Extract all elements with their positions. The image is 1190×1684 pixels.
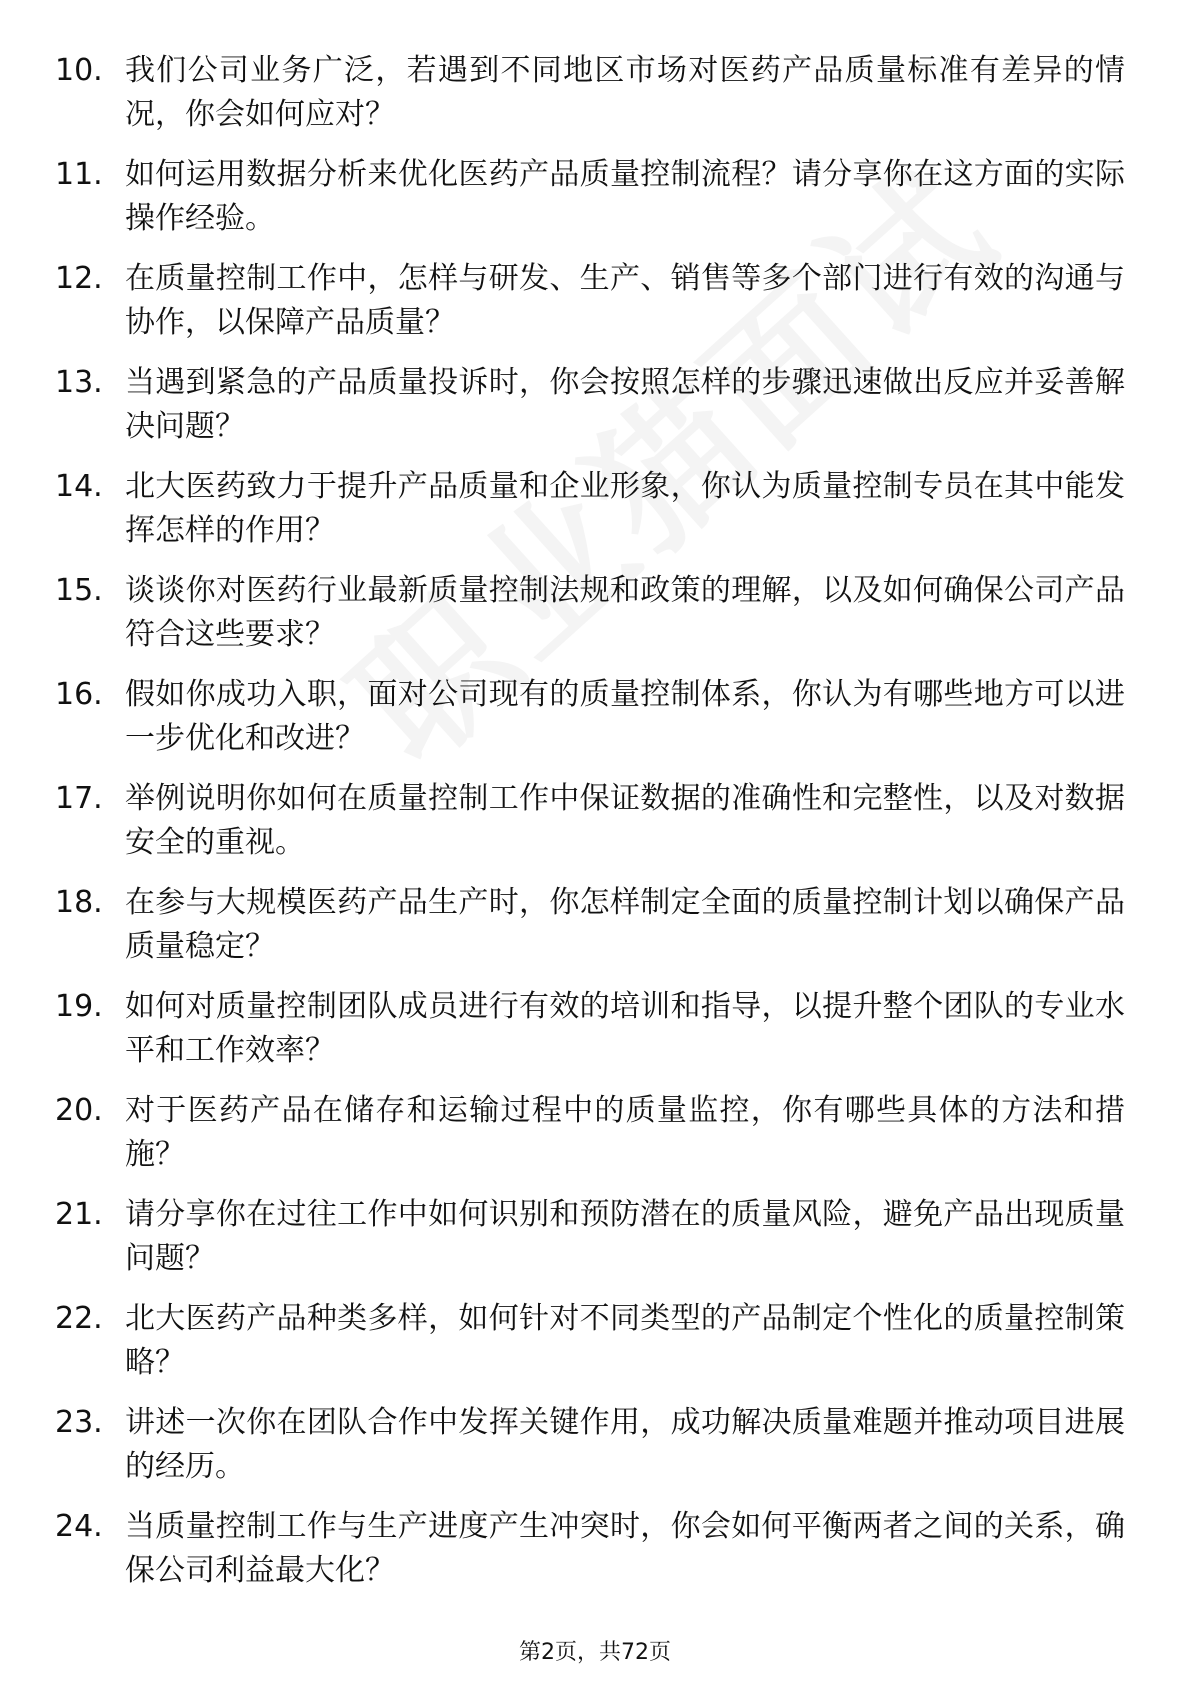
question-number: 11. (55, 157, 103, 192)
question-number: 20. (55, 1093, 103, 1128)
question-text: 北大医药致力于提升产品质量和企业形象，你认为质量控制专员在其中能发挥怎样的作用？ (125, 469, 1125, 548)
question-item (0, 881, 1190, 985)
question-item (0, 1505, 1190, 1609)
question-item (0, 257, 1190, 361)
question-text: 假如你成功入职，面对公司现有的质量控制体系，你认为有哪些地方可以进一步优化和改进？ (125, 677, 1125, 756)
question-item (0, 1089, 1190, 1193)
question-item (0, 673, 1190, 777)
question-number: 19. (55, 989, 103, 1024)
question-number: 24. (55, 1509, 103, 1544)
question-item (0, 1193, 1190, 1297)
question-text: 对于医药产品在储存和运输过程中的质量监控，你有哪些具体的方法和措施？ (125, 1093, 1125, 1172)
question-text: 在参与大规模医药产品生产时，你怎样制定全面的质量控制计划以确保产品质量稳定？ (125, 885, 1125, 964)
question-number: 13. (55, 365, 103, 400)
question-number: 14. (55, 469, 103, 504)
question-number: 22. (55, 1301, 103, 1336)
question-list (0, 49, 1190, 1609)
question-text: 举例说明你如何在质量控制工作中保证数据的准确性和完整性，以及对数据安全的重视。 (125, 781, 1125, 860)
page-number-label: 第2页，共72页 (519, 1640, 671, 1665)
question-number: 16. (55, 677, 103, 712)
question-item (0, 361, 1190, 465)
question-item (0, 1401, 1190, 1505)
question-item (0, 985, 1190, 1089)
question-number: 21. (55, 1197, 103, 1232)
question-item (0, 569, 1190, 673)
question-number: 17. (55, 781, 103, 816)
question-text: 如何对质量控制团队成员进行有效的培训和指导，以提升整个团队的专业水平和工作效率？ (125, 989, 1125, 1068)
question-text: 在质量控制工作中，怎样与研发、生产、销售等多个部门进行有效的沟通与协作，以保障产品质量？ (125, 261, 1125, 340)
question-text: 我们公司业务广泛，若遇到不同地区市场对医药产品质量标准有差异的情况，你会如何应对？ (125, 53, 1125, 132)
question-item (0, 777, 1190, 881)
question-number: 15. (55, 573, 103, 608)
question-text: 请分享你在过往工作中如何识别和预防潜在的质量风险，避免产品出现质量问题？ (125, 1197, 1125, 1276)
question-item (0, 465, 1190, 569)
question-text: 如何运用数据分析来优化医药产品质量控制流程？请分享你在这方面的实际操作经验。 (125, 157, 1125, 236)
question-text: 讲述一次你在团队合作中发挥关键作用，成功解决质量难题并推动项目进展的经历。 (125, 1405, 1125, 1484)
question-text: 谈谈你对医药行业最新质量控制法规和政策的理解，以及如何确保公司产品符合这些要求？ (125, 573, 1125, 652)
page-footer (0, 1638, 1190, 1668)
question-text: 当遇到紧急的产品质量投诉时，你会按照怎样的步骤迅速做出反应并妥善解决问题？ (125, 365, 1125, 444)
question-item (0, 49, 1190, 153)
question-item (0, 153, 1190, 257)
question-number: 10. (55, 53, 103, 88)
question-number: 18. (55, 885, 103, 920)
question-text: 北大医药产品种类多样，如何针对不同类型的产品制定个性化的质量控制策略？ (125, 1301, 1125, 1380)
question-text: 当质量控制工作与生产进度产生冲突时，你会如何平衡两者之间的关系，确保公司利益最大化？ (125, 1509, 1125, 1588)
question-item (0, 1297, 1190, 1401)
question-number: 23. (55, 1405, 103, 1440)
question-number: 12. (55, 261, 103, 296)
